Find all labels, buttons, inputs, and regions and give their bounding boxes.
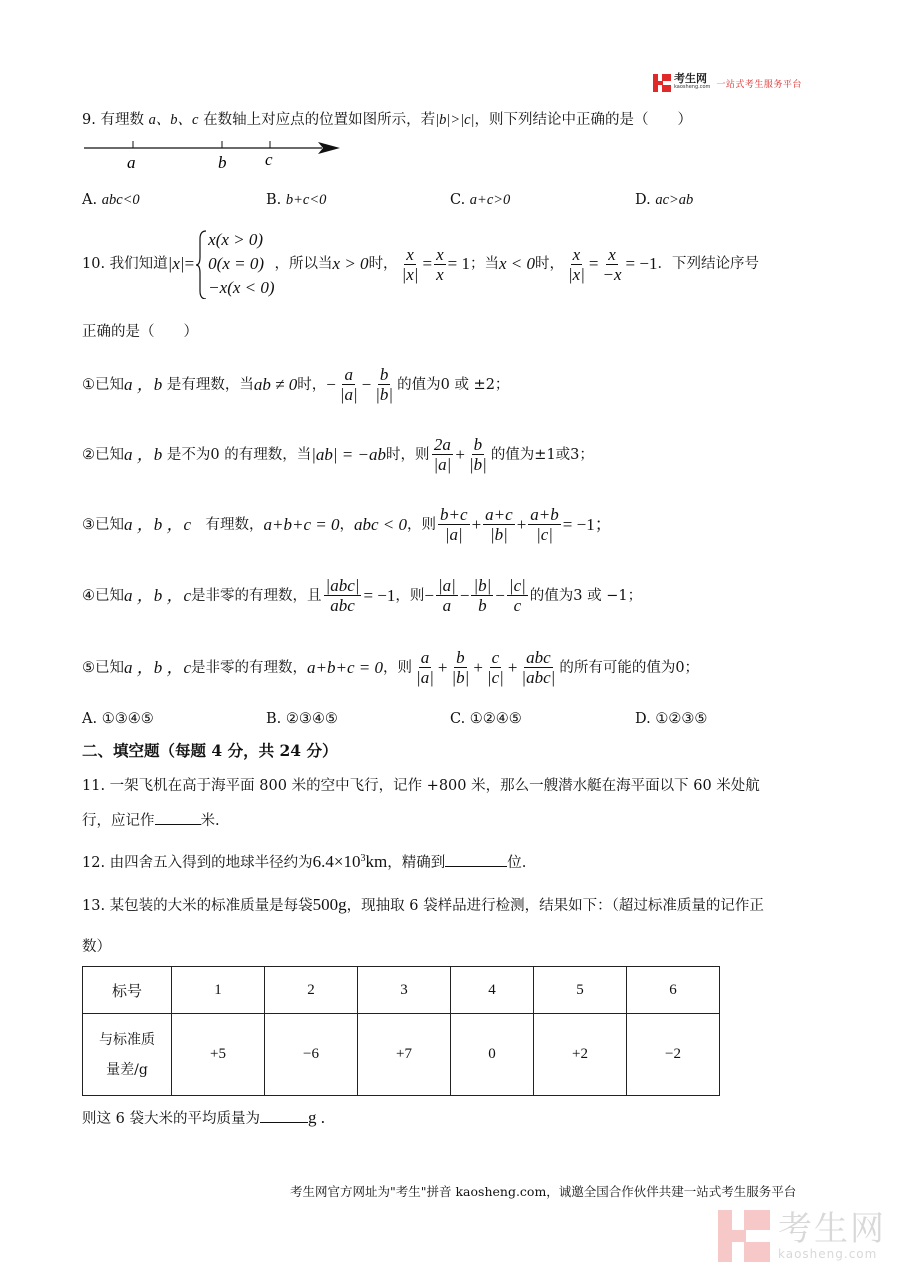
- statement-2-cond: |ab| = −ab: [311, 444, 386, 464]
- q10-option-b-value: ②③④⑤: [285, 711, 338, 727]
- header-slogan: 一站式考生服务平台: [716, 79, 802, 90]
- statement-3-frac-3: $\frac{a+b}{|c|}$: [530, 505, 559, 544]
- brace-icon: [194, 229, 208, 299]
- statement-5-frac-1: $\frac{a}{|a|}$: [416, 648, 434, 687]
- statement-4-post: 的值为3 或 −1；: [529, 587, 643, 604]
- q10-option-c-value: ①②④⑤: [469, 711, 522, 727]
- q9-option-a-label: A.: [82, 192, 98, 208]
- q10-number: 10.: [82, 256, 106, 272]
- q9-number: 9.: [82, 112, 96, 128]
- q13-line2: 数）: [82, 939, 111, 955]
- q9-vars: a、b、c: [148, 112, 199, 128]
- q9-stem: [82, 110, 692, 130]
- statement-5-cond: a+b+c = 0: [307, 657, 384, 677]
- q10-option-c[interactable]: [450, 711, 522, 727]
- q10-intro: 我们知道: [109, 256, 168, 272]
- statement-3-mid: 有理数，: [191, 516, 264, 533]
- watermark: [718, 1210, 886, 1262]
- q10-eq: =: [184, 254, 195, 273]
- statement-5-pre: 已知: [95, 659, 124, 676]
- q12-number: 12.: [82, 854, 106, 871]
- q13-line1: [82, 895, 764, 916]
- q11-number: 11.: [82, 778, 106, 794]
- statement-5-mid: 是非零的有理数，: [191, 659, 308, 676]
- table-cell-id: 3: [358, 967, 451, 1014]
- statement-2-post: 的值为±1或3；: [490, 446, 594, 463]
- watermark-logo-icon: [718, 1210, 770, 1262]
- q11-line1: [82, 776, 760, 796]
- q10-option-c-label: C.: [450, 711, 466, 727]
- q10-res1: = 1: [447, 254, 470, 273]
- statement-3-cond: a+b+c = 0: [263, 514, 340, 534]
- statement-5-post: 的所有可能的值为0；: [559, 659, 700, 676]
- q10-cond2: x < 0: [498, 254, 535, 273]
- q10-option-d[interactable]: [635, 711, 707, 727]
- q10-option-b-label: B.: [266, 711, 282, 727]
- statement-3-pre: 已知: [95, 516, 124, 533]
- label-c: c: [265, 150, 273, 169]
- q9-text-post: ，则下列结论中正确的是（ ）: [474, 112, 693, 128]
- statement-3-sep: ，: [339, 516, 355, 533]
- statement-2-frac-a: $\frac{2a}{|a|}$: [433, 435, 452, 474]
- statement-4-res: = −1: [363, 585, 396, 605]
- statement-2-op: +: [455, 444, 465, 464]
- q10-line2: 正确的是（ ）: [82, 324, 198, 340]
- statement-1-mid2: 时，: [297, 376, 327, 393]
- table-header-id: 标号: [83, 967, 172, 1014]
- statement-5-mark: ⑤: [82, 659, 95, 676]
- q9-option-c-label: C.: [450, 192, 466, 208]
- q10-option-a[interactable]: [82, 711, 154, 727]
- q10-option-b[interactable]: [266, 711, 338, 727]
- q10-cond1: x > 0: [332, 254, 369, 273]
- table-cell-diff: −2: [627, 1014, 720, 1096]
- table-cell-diff: +2: [534, 1014, 627, 1096]
- table-row-diffs: [83, 1014, 720, 1096]
- q9-cond: |b|>|c|: [435, 112, 475, 128]
- table-cell-id: 1: [172, 967, 265, 1014]
- statement-4: ④ 已知 a ，b ，c 是非零的有理数，且 $\frac{\text{|abc|}}{\text{abc}}$ = −1 ，则 − $\frac{|a|}{a}$ − $\frac{|b|}{b}$ − $\frac{|c|}{c}$ 的值为3 或 −1；: [82, 576, 643, 615]
- q10-res2: = −1: [625, 254, 658, 273]
- statement-4-frac-2: $\frac{|b|}{b}$: [473, 576, 492, 615]
- q10-stem: 10. 我们知道 |x| = x(x > 0) 0(x = 0) −x(x < 0) ，所以当 x > 0 时， $\frac{x}{|x|}$ = $\frac{x}{x}$ = 1 ；当 x < 0 时， $\frac{x}{|x|}$ = $\frac{x}{-x}$ = −1 ．下列结论序号: [82, 228, 759, 300]
- statement-1-post: 的值为0 或 ±2；: [397, 376, 510, 393]
- table-cell-id: 2: [265, 967, 358, 1014]
- q9-option-c-expr: a+c>0: [469, 192, 511, 208]
- statement-1-mark: ①: [82, 376, 95, 393]
- q13-mid: ，现抽取 6 袋样品进行检测，结果如下：（超过标准质量的记作正: [346, 898, 764, 914]
- statement-2-vars: a ，b: [124, 444, 163, 464]
- q11-line2-pre: 行，应记作: [82, 813, 155, 829]
- q9-option-b[interactable]: [266, 192, 326, 209]
- statement-5-vars: a ，b ，c: [124, 657, 192, 677]
- statement-1-frac-b: $\frac{b}{|b|}$: [375, 365, 394, 404]
- table-cell-diff: +7: [358, 1014, 451, 1096]
- statement-5-frac-2: $\frac{b}{|b|}$: [451, 648, 470, 687]
- table-row-ids: [83, 967, 720, 1014]
- case-zero: 0(x = 0): [208, 254, 265, 273]
- q10-option-a-label: A.: [82, 711, 98, 727]
- frac-x-absx-1: $\frac{x}{|x|}$: [401, 244, 419, 284]
- table-cell-id: 4: [451, 967, 534, 1014]
- table-header-diff-l2: 量差/g: [106, 1061, 148, 1078]
- q9-option-b-label: B.: [266, 192, 282, 208]
- q12-line: [82, 849, 526, 873]
- q13-after-post: g .: [307, 1108, 325, 1127]
- q10-sep: ；当: [469, 256, 499, 272]
- number-line: [82, 138, 352, 174]
- statement-1-frac-a: $\frac{a}{|a|}$: [339, 365, 358, 404]
- table-cell-diff: −6: [265, 1014, 358, 1096]
- statement-1-mid: 是有理数，当: [166, 376, 254, 393]
- statement-4-frac-1: $\frac{|a|}{a}$: [437, 576, 456, 615]
- q9-option-b-expr: b+c<0: [285, 192, 327, 208]
- statement-2-mid2: 时，则: [386, 446, 430, 463]
- header-logo: [653, 73, 802, 93]
- q12-pre: 由四舍五入得到的地球半径约为: [109, 854, 313, 871]
- statement-4-vars: a ，b ，c: [124, 585, 192, 605]
- q13-pre: 某包装的大米的标准质量是每袋: [109, 898, 313, 914]
- statement-1-cond: ab ≠ 0: [253, 374, 298, 394]
- q12-answer-blank[interactable]: [445, 852, 507, 867]
- q9-text-pre: 有理数: [100, 112, 144, 128]
- q13-after-pre: 则这 6 袋大米的平均质量为: [82, 1111, 260, 1127]
- q9-option-d-label: D.: [635, 192, 651, 208]
- q10-option-a-value: ①③④⑤: [101, 711, 154, 727]
- q10-when: 时，: [368, 256, 398, 272]
- statement-4-mid2: ，则: [395, 587, 425, 604]
- frac-x-absx-2: $\frac{x}{|x|}$: [567, 244, 585, 284]
- label-a: a: [127, 153, 136, 172]
- statement-4-frac-3: $\frac{|c|}{c}$: [508, 576, 526, 615]
- statement-1: [82, 365, 509, 404]
- q10-option-d-value: ①②③⑤: [655, 711, 708, 727]
- statement-4-pre: 已知: [95, 587, 124, 604]
- table-header-diff-l1: 与标准质: [99, 1031, 155, 1048]
- statement-1-vars: a ，b: [124, 374, 163, 394]
- statement-5-mid2: ，则: [383, 659, 413, 676]
- statement-3-vars: a ，b ，c: [124, 514, 192, 534]
- statement-5: ⑤ 已知 a ，b ，c 是非零的有理数， a+b+c = 0 ，则 $\frac{a}{|a|}$ + $\frac{b}{|b|}$ + $\frac{c}{|c|}$ + $\frac{\text{abc}}{\text{|abc|}}$ 的所有可能的值为0；: [82, 648, 700, 687]
- q11-text: 一架飞机在高于海平面 800 米的空中飞行，记作 +800 米，那么一艘潜水艇在海平面以下 60 米处航: [109, 778, 760, 794]
- statement-2: [82, 435, 594, 474]
- q11-line2: [82, 810, 220, 831]
- statement-3-mid2: ，则: [407, 516, 437, 533]
- table-cell-diff: 0: [451, 1014, 534, 1096]
- statement-1-pre: 已知: [95, 376, 124, 393]
- case-negative: −x(x < 0): [208, 278, 275, 297]
- q9-option-a-expr: abc<0: [101, 192, 140, 208]
- q9-option-d-expr: ac>ab: [655, 192, 694, 208]
- frac-x-x: $\frac{x}{x}$: [436, 244, 444, 284]
- q9-text-mid: 在数轴上对应点的位置如图所示，若: [203, 112, 436, 128]
- q13-number: 13.: [82, 898, 106, 914]
- statement-3-cond2: abc < 0: [354, 514, 408, 534]
- q12-unit: km: [365, 851, 388, 871]
- statement-4-mid: 是非零的有理数，且: [191, 587, 322, 604]
- label-b: b: [218, 153, 227, 172]
- statement-2-mark: ②: [82, 446, 95, 463]
- statement-3-frac-2: $\frac{a+c}{|b|}$: [485, 505, 513, 544]
- q13-std: 500g: [312, 895, 347, 914]
- watermark-en: kaosheng.com: [778, 1247, 878, 1261]
- statement-5-frac-3: $\frac{c}{|c|}$: [486, 648, 504, 687]
- q12-mid: ，精确到: [387, 854, 446, 871]
- q10-tail: ．下列结论序号: [657, 256, 759, 272]
- statement-3-frac-1: $\frac{b+c}{|a|}$: [440, 505, 468, 544]
- logo-mark-icon: [653, 74, 671, 92]
- q9-option-c[interactable]: [450, 192, 510, 209]
- table-cell-id: 6: [627, 967, 720, 1014]
- q13-answer-blank[interactable]: [260, 1108, 308, 1123]
- frac-x-negx: $\frac{x}{-x}$: [602, 244, 622, 284]
- q12-exp: 3: [360, 853, 366, 864]
- q13-table: [82, 966, 720, 1096]
- table-cell-id: 5: [534, 967, 627, 1014]
- q10-cases: [208, 228, 274, 300]
- statement-3-post: = −1；: [562, 514, 612, 534]
- q10-absx: |x|: [167, 254, 185, 273]
- q10-so: ，所以当: [274, 256, 333, 272]
- q11-line2-post: 米.: [200, 813, 220, 829]
- statement-4-frac-0: $\frac{\text{|abc|}}{\text{abc}}$: [325, 576, 360, 615]
- q11-answer-blank[interactable]: [155, 810, 201, 825]
- case-positive: x(x > 0): [208, 230, 264, 249]
- footer-text: 考生网官方网址为"考生"拼音 kaosheng.com，诚邀全国合作伙伴共建一站式考生服务平台: [290, 1184, 797, 1199]
- statement-1-sign: −: [326, 374, 336, 394]
- logo-cn: 考生网: [674, 72, 707, 85]
- q10-when2: 时，: [534, 256, 564, 272]
- statement-1-op: −: [361, 374, 372, 394]
- statement-3: ③ 已知 a ，b ，c 有理数， a+b+c = 0 ， abc < 0 ，则 $\frac{b+c}{|a|}$ + $\frac{a+c}{|b|}$ + $\frac{a+b}{|c|}$ = −1；: [82, 505, 612, 544]
- watermark-cn: 考生网: [778, 1209, 886, 1249]
- q12-post: 位.: [507, 854, 527, 871]
- statement-2-pre: 已知: [95, 446, 124, 463]
- statement-2-frac-b: $\frac{b}{|b|}$: [468, 435, 487, 474]
- q9-option-a[interactable]: [82, 192, 140, 209]
- logo-en: kaosheng.com: [674, 84, 711, 90]
- q13-after: [82, 1108, 325, 1129]
- statement-2-mid: 是不为0 的有理数，当: [166, 446, 312, 463]
- statement-4-mark: ④: [82, 587, 95, 604]
- table-header-diff: [83, 1014, 172, 1096]
- section-2-title: 二、填空题（每题 4 分，共 24 分）: [82, 741, 338, 760]
- table-cell-diff: +5: [172, 1014, 265, 1096]
- statement-3-mark: ③: [82, 516, 95, 533]
- statement-5-frac-4: $\frac{\text{abc}}{\text{|abc|}}$: [521, 648, 556, 687]
- q9-option-d[interactable]: [635, 192, 693, 209]
- q12-value: 6.4×10: [312, 851, 361, 871]
- q10-option-d-label: D.: [635, 711, 651, 727]
